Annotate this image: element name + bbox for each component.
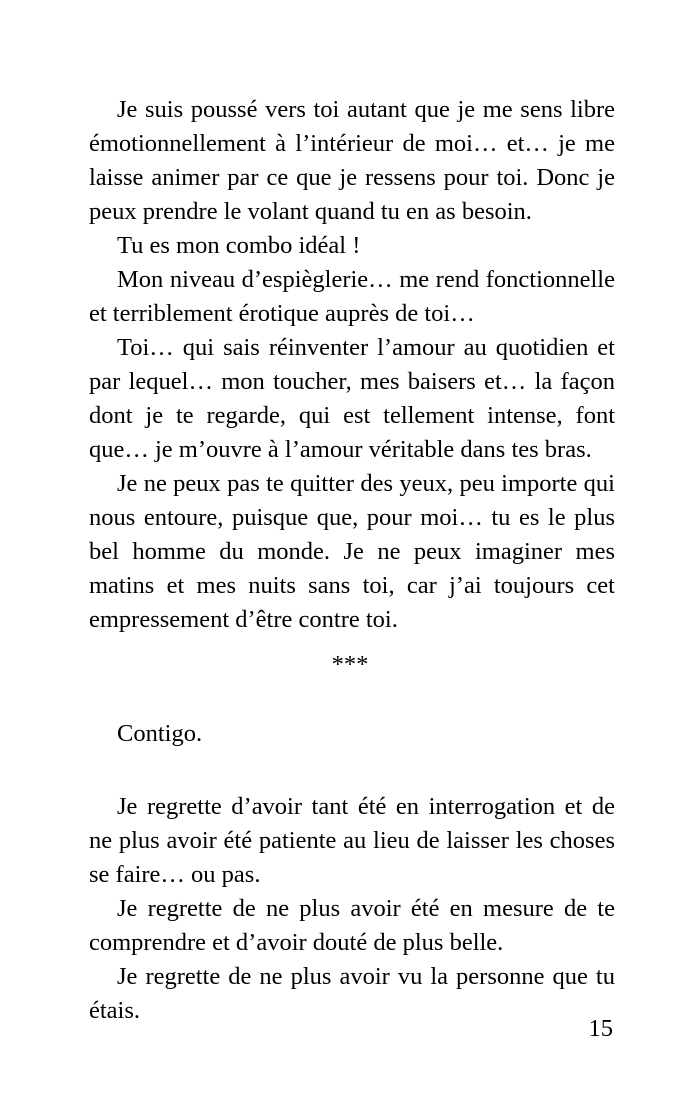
- page-number: 15: [588, 1015, 613, 1042]
- paragraph: Je suis poussé vers toi autant que je me sens libre émotionnellement à l’intérieur de moi… et… je me laisse animer par ce que je ressens pour toi. Donc je peux prendre le volant quand tu en as besoin.: [89, 96, 615, 225]
- paragraph: Je regrette de ne plus avoir vu la personne que tu étais.: [89, 963, 615, 1024]
- section-heading: Contigo.: [117, 720, 203, 747]
- section-two-text: [89, 790, 615, 1028]
- section-separator: ***: [331, 651, 369, 678]
- paragraph: Je regrette de ne plus avoir été en mesure de te comprendre et d’avoir douté de plus belle.: [89, 895, 615, 956]
- section-one-text: [89, 93, 615, 637]
- paragraph: Je ne peux pas te quitter des yeux, peu importe qui nous entoure, puisque que, pour moi… tu es le plus bel homme du monde. Je ne peux imaginer mes matins et mes nuits sans toi, car j’ai toujours cet empressement d’être contre toi.: [89, 470, 615, 633]
- paragraph: Tu es mon combo idéal !: [117, 232, 361, 259]
- paragraph: Toi… qui sais réinventer l’amour au quotidien et par lequel… mon toucher, mes baisers et… la façon dont je te regarde, qui est tellement intense, font que… je m’ouvre à l’amour véritable dans tes bras.: [89, 334, 615, 463]
- paragraph: Je regrette d’avoir tant été en interrogation et de ne plus avoir été patiente au lieu de laisser les choses se faire… ou pas.: [89, 793, 615, 888]
- paragraph: Mon niveau d’espièglerie… me rend fonctionnelle et terriblement érotique auprès de toi…: [89, 266, 615, 327]
